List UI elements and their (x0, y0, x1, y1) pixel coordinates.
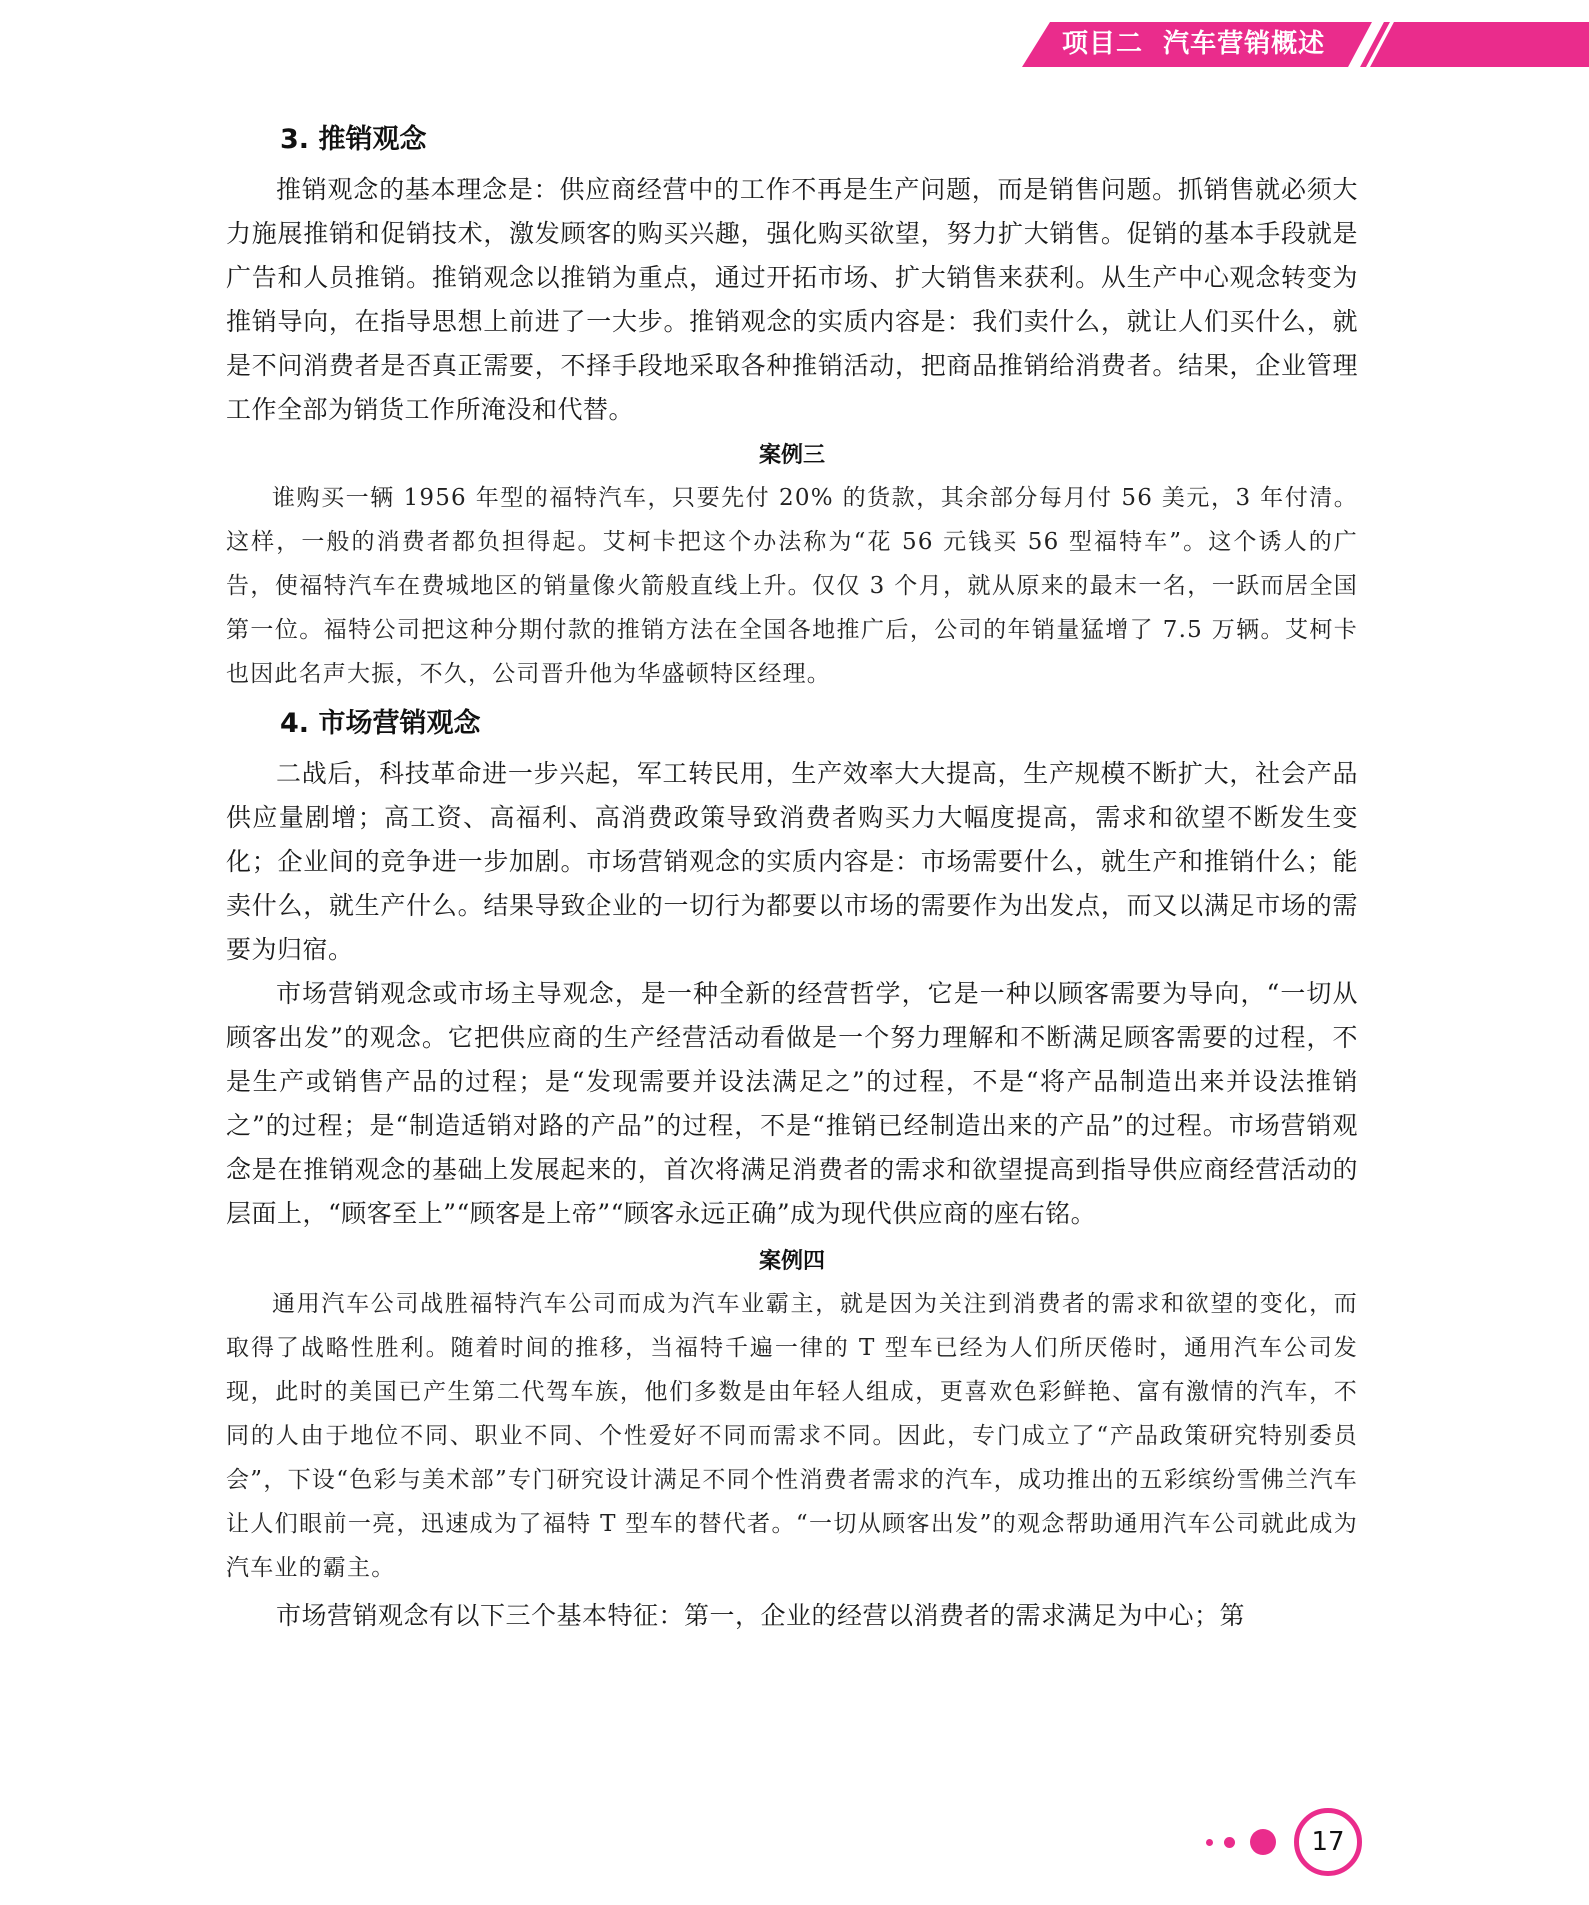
chapter-title: 项目二 汽车营销概述 (1062, 29, 1326, 59)
paragraph-marketing-concept-1: 二战后，科技革命进一步兴起，军工转民用，生产效率大大提高，生产规模不断扩大，社会产品供应量剧增；高工资、高福利、高消费政策导致消费者购买力大幅度提高，需求和欲望不断发生变化；企业间的竞争进一步加剧。市场营销观念的实质内容是：市场需要什么，就生产和推销什么；能卖什么，就生产什么。结果导致企业的一切行为都要以市场的需要作为出发点，而又以满足市场的需要为归宿。 (226, 759, 1358, 964)
paragraph-push-concept: 推销观念的基本理念是：供应商经营中的工作不再是生产问题，而是销售问题。抓销售就必须大力施展推销和促销技术，激发顾客的购买兴趣，强化购买欲望，努力扩大销售。促销的基本手段就是广告和人员推销。推销观念以推销为重点，通过开拓市场、扩大销售来获利。从生产中心观念转变为推销导向，在指导思想上前进了一大步。推销观念的实质内容是：我们卖什么，就让人们买什么，就是不问消费者是否真正需要，不择手段地采取各种推销活动，把商品推销给消费者。结果，企业管理工作全部为销货工作所淹没和代替。 (226, 175, 1358, 424)
section-heading-push-concept: 3. 推销观念 (280, 124, 427, 155)
page-content (226, 118, 1358, 1638)
paragraph-three-features: 市场营销观念有以下三个基本特征：第一，企业的经营以消费者的需求满足为中心；第 (276, 1601, 1246, 1630)
paragraph-case-4: 通用汽车公司战胜福特汽车公司而成为汽车业霸主，就是因为关注到消费者的需求和欲望的变化，而取得了战略性胜利。随着时间的推移，当福特千遍一律的 T 型车已经为人们所厌倦时，通用汽车公司发现，此时的美国已产生第二代驾车族，他们多数是由年轻人组成，更喜欢色彩鲜艳、富有激情的汽车，不同的人由于地位不同、职业不同、个性爱好不同而需求不同。因此，专门成立了“产品政策研究特别委员会”，下设“色彩与美术部”专门研究设计满足不同个性消费者需求的汽车，成功推出的五彩缤纷雪佛兰汽车让人们眼前一亮，迅速成为了福特 T 型车的替代者。“一切从顾客出发”的观念帮助通用汽车公司就此成为汽车业的霸主。 (226, 1291, 1358, 1581)
page-number-indicator (1206, 1807, 1376, 1877)
pager-dot-medium (1224, 1837, 1235, 1848)
section-heading-marketing-concept: 4. 市场营销观念 (280, 708, 481, 739)
paragraph-marketing-concept-2: 市场营销观念或市场主导观念，是一种全新的经营哲学，它是一种以顾客需要为导向，“一切从顾客出发”的观念。它把供应商的生产经营活动看做是一个努力理解和不断满足顾客需要的过程，不是生产或销售产品的过程；是“发现需要并设法满足之”的过程，不是“将产品制造出来并设法推销之”的过程；是“制造适销对路的产品”的过程，不是“推销已经制造出来的产品”的过程。市场营销观念是在推销观念的基础上发展起来的，首次将满足消费者的需求和欲望提高到指导供应商经营活动的层面上，“顾客至上”“顾客是上帝”“顾客永远正确”成为现代供应商的座右铭。 (226, 979, 1358, 1228)
page-number: 17 (1294, 1808, 1362, 1876)
pager-dot-small (1206, 1839, 1213, 1846)
pager-dot-large (1250, 1829, 1276, 1855)
paragraph-case-3: 谁购买一辆 1956 年型的福特汽车，只要先付 20% 的货款，其余部分每月付 56 美元，3 年付清。这样，一般的消费者都负担得起。艾柯卡把这个办法称为“花 56 元钱买 56 型福特车”。这个诱人的广告，使福特汽车在费城地区的销量像火箭般直线上升。仅仅 3 个月，就从原来的最末一名，一跃而居全国第一位。福特公司把这种分期付款的推销方法在全国各地推广后，公司的年销量猛增了 7.5 万辆。艾柯卡也因此名声大振，不久，公司晋升他为华盛顿特区经理。 (226, 485, 1358, 687)
case-title-4: 案例四 (758, 1249, 825, 1274)
case-title-3: 案例三 (758, 443, 825, 468)
